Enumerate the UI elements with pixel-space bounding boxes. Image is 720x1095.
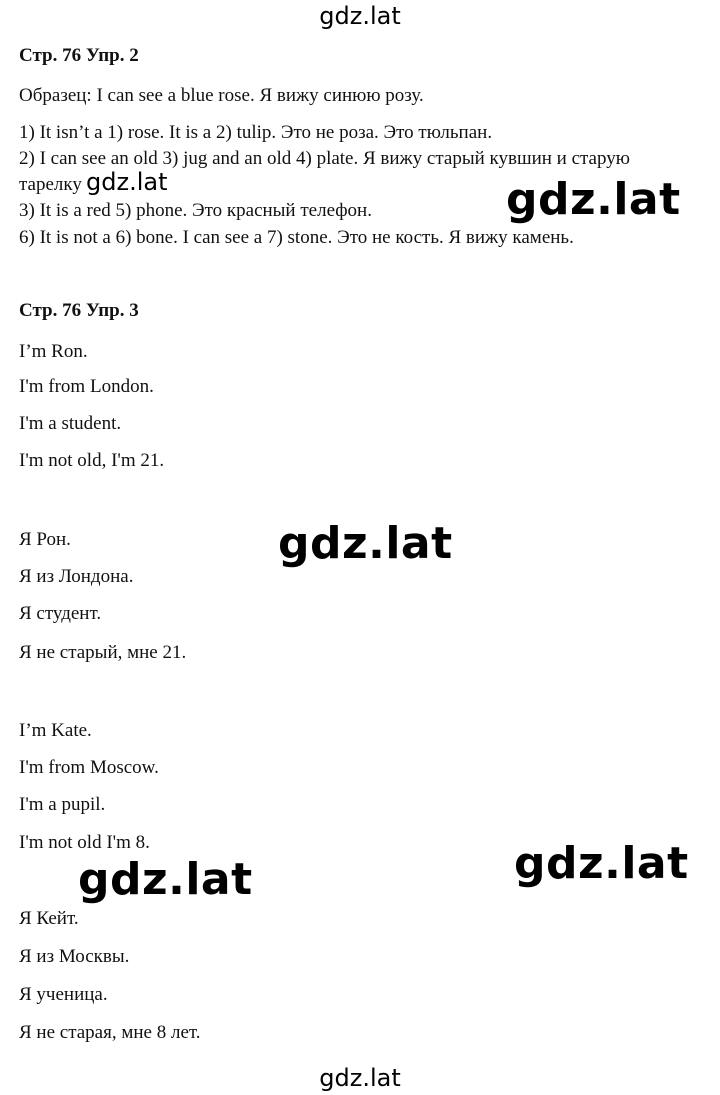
ron-en-line-2: I'm from London. (19, 376, 154, 397)
ron-ru-line-1: Я Рон. (19, 529, 71, 550)
kate-ru-line-1: Я Кейт. (19, 908, 79, 929)
section-1-heading: Стр. 76 Упр. 2 (19, 45, 139, 66)
answer-line-2-continued: тарелку (19, 174, 82, 195)
watermark-bottom: gdz.lat (319, 1064, 401, 1092)
section-2-heading: Стр. 76 Упр. 3 (19, 300, 139, 321)
watermark-inline: gdz.lat (86, 168, 168, 196)
watermark-top: gdz.lat (319, 2, 401, 30)
ron-en-line-4: I'm not old, I'm 21. (19, 450, 165, 471)
kate-ru-line-2: Я из Москвы. (19, 946, 130, 967)
kate-ru-line-3: Я ученица. (19, 984, 108, 1005)
answer-line-4: 6) It is not a 6) bone. I can see a 7) stone. Это не кость. Я вижу камень. (19, 227, 574, 248)
watermark-large-3: gdz.lat (514, 838, 689, 889)
watermark-large-2: gdz.lat (278, 518, 453, 569)
watermark-large-4: gdz.lat (78, 854, 253, 905)
kate-en-line-2: I'm from Moscow. (19, 757, 159, 778)
ron-ru-line-4: Я не старый, мне 21. (19, 642, 187, 663)
watermark-large-1: gdz.lat (506, 174, 681, 225)
kate-en-line-3: I'm a pupil. (19, 794, 106, 815)
answer-line-1: 1) It isn’t a 1) rose. It is a 2) tulip. Это не роза. Это тюльпан. (19, 122, 493, 143)
answer-line-2: 2) I can see an old 3) jug and an old 4) plate. Я вижу старый кувшин и старую (19, 148, 630, 169)
sample-line: Образец: I can see a blue rose. Я вижу синюю розу. (19, 85, 424, 106)
kate-ru-line-4: Я не старая, мне 8 лет. (19, 1022, 201, 1043)
kate-en-line-1: I’m Kate. (19, 720, 92, 741)
ron-en-line-1: I’m Ron. (19, 341, 88, 362)
ron-ru-line-2: Я из Лондона. (19, 566, 134, 587)
answer-line-3: 3) It is a red 5) phone. Это красный телефон. (19, 200, 372, 221)
ron-ru-line-3: Я студент. (19, 603, 102, 624)
kate-en-line-4: I'm not old I'm 8. (19, 832, 150, 853)
ron-en-line-3: I'm a student. (19, 413, 122, 434)
